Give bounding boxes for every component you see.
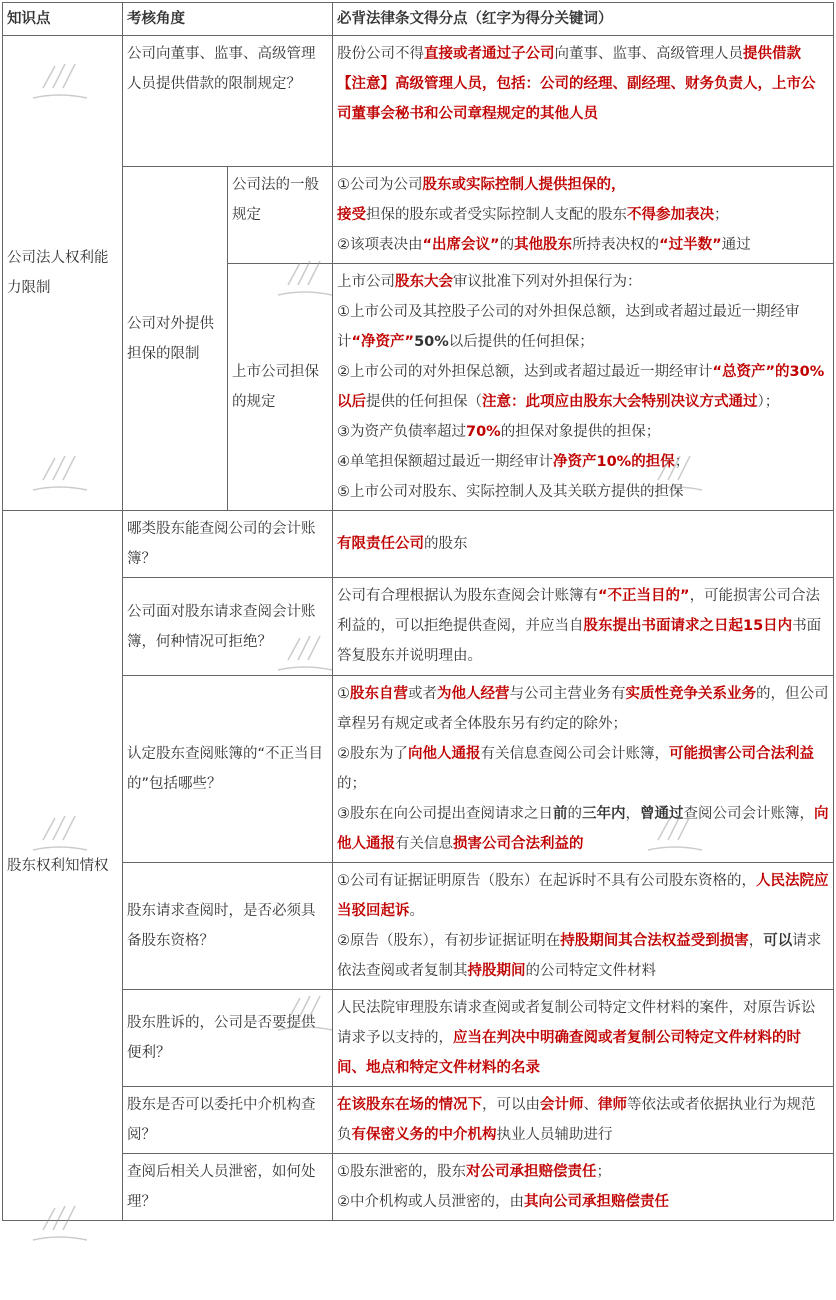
provision-text: 查阅公司会计账簿， xyxy=(683,806,814,822)
answer-cell xyxy=(333,990,834,1087)
question-text: 公司对外提供担保的限制 xyxy=(127,315,214,362)
topic-cell-right-to-know xyxy=(3,511,123,1221)
table-row xyxy=(3,167,834,264)
provision-text: 、 xyxy=(583,1097,598,1113)
provision-text: ②该项表决由 xyxy=(337,237,423,253)
keyword-text: 持股期间 xyxy=(467,963,526,979)
keyword-text: 有限责任公司 xyxy=(337,536,424,552)
answer-cell xyxy=(333,578,834,676)
answer-cell xyxy=(333,1154,834,1221)
keyword-text: “过半数” xyxy=(659,237,722,253)
answer-cell xyxy=(333,1087,834,1154)
table-row xyxy=(3,676,834,863)
keyword-text: 其向公司承担赔偿责任 xyxy=(524,1194,669,1210)
keyword-text: 持股期间其合法权益受到损害 xyxy=(560,933,749,949)
question-text: 股东胜诉的，公司是否要提供便利？ xyxy=(127,1015,316,1061)
provision-text: 以后提供的任何担保； xyxy=(448,334,594,350)
question-text: 哪类股东能查阅公司的会计账簿？ xyxy=(127,521,316,567)
provision-text: 的 xyxy=(567,806,582,822)
provision-text: ① xyxy=(337,686,350,702)
provision-text: ， xyxy=(625,806,640,822)
answer-cell xyxy=(333,863,834,990)
provision-text: ②中介机构或人员泄密的，由 xyxy=(337,1194,524,1210)
provision-text: ； xyxy=(596,1164,611,1180)
table-row xyxy=(3,863,834,990)
provision-text: 的股东 xyxy=(424,536,468,552)
provision-text: 可以 xyxy=(763,933,793,949)
topic-cell-corporate-capacity xyxy=(3,36,123,511)
provision-text: 人民法院审理股东请求查阅或者复制公司特定文件材料的案件，对原告诉讼请求予以支持的， xyxy=(337,1000,816,1046)
question-cell xyxy=(123,36,333,167)
keyword-text: 有保密义务的中介机构 xyxy=(351,1127,497,1143)
provision-text: 请求依法查阅或者复制其 xyxy=(337,933,822,979)
provision-text: 向董事、监事、高级管理人员 xyxy=(554,46,743,62)
keyword-text: “不正当目的” xyxy=(598,588,690,604)
provision-text: ①上市公司及其控股子公司的对外担保总额，达到或者超过最近一期经审计 xyxy=(337,304,800,350)
sub-question-cell xyxy=(228,264,333,511)
provision-text: ①公司为公司 xyxy=(337,177,423,193)
provision-text: ②原告（股东），有初步证据证明在 xyxy=(337,933,561,949)
provision-text: ，可以由 xyxy=(482,1097,540,1113)
answer-cell xyxy=(333,511,834,578)
provision-text: ②股东为了 xyxy=(337,746,408,762)
provision-text: 50% xyxy=(414,334,449,350)
provision-text: ⑤上市公司对股东、实际控制人及其关联方提供的担保 xyxy=(337,484,684,500)
question-cell xyxy=(123,1154,333,1221)
sub-question-text: 公司法的一般规定 xyxy=(232,177,319,223)
keyword-text: 向他人通报 xyxy=(337,806,829,852)
provision-text: ； xyxy=(674,454,690,470)
keyword-text: 为他人经营 xyxy=(437,686,510,702)
keyword-text: 可能损害公司合法利益 xyxy=(669,746,814,762)
question-text: 公司面对股东请求查阅会计账簿，何种情况可拒绝？ xyxy=(127,603,316,650)
provision-text: ； xyxy=(714,207,729,223)
question-text: 认定股东查阅账簿的“不正当目的”包括哪些？ xyxy=(127,746,324,792)
provision-text: 公司有合理根据认为股东查阅会计账簿有 xyxy=(337,588,598,604)
answer-cell xyxy=(333,167,834,264)
header-knowledge-point: 知识点 xyxy=(3,3,123,36)
law-points-table xyxy=(2,2,834,1221)
question-text: 股东是否可以委托中介机构查阅？ xyxy=(127,1097,316,1143)
keyword-text: 对公司承担赔偿责任 xyxy=(466,1164,597,1180)
provision-text: 等依法或者依据执业行为规范负 xyxy=(337,1097,816,1143)
keyword-text: 股东大会 xyxy=(395,274,453,290)
answer-cell xyxy=(333,676,834,863)
provision-text: ）； xyxy=(757,394,780,410)
keyword-text: 股东提出书面请求之日起15日内 xyxy=(583,618,793,634)
header-row xyxy=(3,3,834,36)
provision-text: 与公司主营业务有 xyxy=(509,686,626,702)
provision-text: 担保的股东或者受实际控制人支配的股东 xyxy=(366,207,627,223)
keyword-text: 直接或者通过子公司 xyxy=(424,46,555,62)
keyword-text: 律师 xyxy=(598,1097,627,1113)
keyword-text: “出席会议” xyxy=(422,237,500,253)
provision-text: 。 xyxy=(409,903,424,919)
keyword-text: 提供借款 xyxy=(743,46,801,62)
header-key-provisions: 必背法律条文得分点（红字为得分关键词） xyxy=(333,3,834,36)
provision-text: 曾通过 xyxy=(640,806,684,822)
keyword-text: 人民法院应当驳回起诉 xyxy=(337,873,829,919)
provision-text: ①公司有证据证明原告（股东）在起诉时不具有公司股东资格的， xyxy=(337,873,756,889)
provision-text: 所持表决权的 xyxy=(572,237,660,253)
keyword-text: 实质性竞争关系业务 xyxy=(625,686,756,702)
question-text: 公司向董事、监事、高级管理人员提供借款的限制规定？ xyxy=(127,46,316,92)
question-cell xyxy=(123,1087,333,1154)
keyword-text: 其他股东 xyxy=(514,237,573,253)
question-cell xyxy=(123,863,333,990)
keyword-text: 损害公司合法利益的 xyxy=(453,836,584,852)
question-text: 查阅后相关人员泄密，如何处理？ xyxy=(127,1164,316,1210)
provision-text: 有关信息 xyxy=(395,836,453,852)
provision-text: 的公司特定文件材料 xyxy=(525,963,656,979)
keyword-text: 股东或实际控制人提供担保的， xyxy=(422,177,626,193)
keyword-text: 接受 xyxy=(337,207,366,223)
keyword-text: 在该股东在场的情况下 xyxy=(337,1097,482,1113)
table-row xyxy=(3,511,834,578)
provision-text: ②上市公司的对外担保总额，达到或者超过最近一期经审计 xyxy=(337,364,713,380)
provision-text: 股份公司不得 xyxy=(337,46,424,62)
question-cell xyxy=(123,511,333,578)
table-row xyxy=(3,1154,834,1221)
topic-label: 公司法人权利能力限制 xyxy=(7,250,109,296)
keyword-text: 【注意】高级管理人员，包括：公司的经理、副经理、财务负责人，上市公司董事会秘书和公司章程规定的其他人员 xyxy=(337,76,816,122)
sub-question-text: 上市公司担保的规定 xyxy=(232,364,319,410)
provision-text: 的 xyxy=(499,237,515,253)
provision-text: 的，但公司章程另有规定或者全体股东另有约定的除外； xyxy=(337,686,829,732)
sub-question-cell xyxy=(228,167,333,264)
keyword-text: 70% xyxy=(466,424,501,440)
table-row xyxy=(3,36,834,167)
provision-text: 书面答复股东并说明理由。 xyxy=(337,618,822,664)
answer-cell xyxy=(333,264,834,511)
question-cell xyxy=(123,167,228,511)
header-assessment-angle: 考核角度 xyxy=(123,3,333,36)
provision-text: ①股东泄密的，股东 xyxy=(337,1164,466,1180)
provision-text: 的担保对象提供的担保； xyxy=(500,424,661,440)
provision-text: ，可能损害公司合法利益的，可以拒绝提供查阅，并应当自 xyxy=(337,588,821,634)
provision-text: ④单笔担保额超过最近一期经审计 xyxy=(337,454,553,470)
provision-text: 三年内 xyxy=(582,806,626,822)
table-row xyxy=(3,578,834,676)
keyword-text: 会计师 xyxy=(540,1097,584,1113)
provision-text: ③为资产负债率超过 xyxy=(337,424,466,440)
provision-text: 上市公司 xyxy=(337,274,395,290)
table-row xyxy=(3,990,834,1087)
provision-text: 审议批准下列对外担保行为： xyxy=(453,274,642,290)
question-cell xyxy=(123,578,333,676)
keyword-text: “总资产”的30%以后 xyxy=(337,364,825,410)
keyword-text: 注意：此项应由股东大会特别决议方式通过 xyxy=(482,394,758,410)
keyword-text: 不得参加表决 xyxy=(627,207,714,223)
answer-cell xyxy=(333,36,834,167)
provision-text: 提供的任何担保（ xyxy=(366,394,482,410)
question-text: 股东请求查阅时，是否必须具备股东资格？ xyxy=(127,903,316,949)
keyword-text: “净资产” xyxy=(351,334,415,350)
keyword-text: 净资产10%的担保 xyxy=(553,454,675,470)
provision-text: 有关信息查阅公司会计账簿， xyxy=(480,746,669,762)
provision-text: 执业人员辅助进行 xyxy=(496,1127,613,1143)
provision-text: 的； xyxy=(337,776,366,792)
keyword-text: 向他人通报 xyxy=(408,746,481,762)
keyword-text: 股东自营 xyxy=(350,686,408,702)
provision-text: 或者 xyxy=(408,686,437,702)
question-cell xyxy=(123,990,333,1087)
topic-label: 股东权利知情权 xyxy=(7,857,109,874)
provision-text: 前 xyxy=(553,806,568,822)
provision-text: ③股东在向公司提出查阅请求之日 xyxy=(337,806,553,822)
provision-text: ， xyxy=(748,933,764,949)
table-row xyxy=(3,1087,834,1154)
keyword-text: 应当在判决中明确查阅或者复制公司特定文件材料的时间、地点和特定文件材料的名录 xyxy=(337,1030,801,1076)
provision-text: 通过 xyxy=(721,237,751,253)
question-cell xyxy=(123,676,333,863)
